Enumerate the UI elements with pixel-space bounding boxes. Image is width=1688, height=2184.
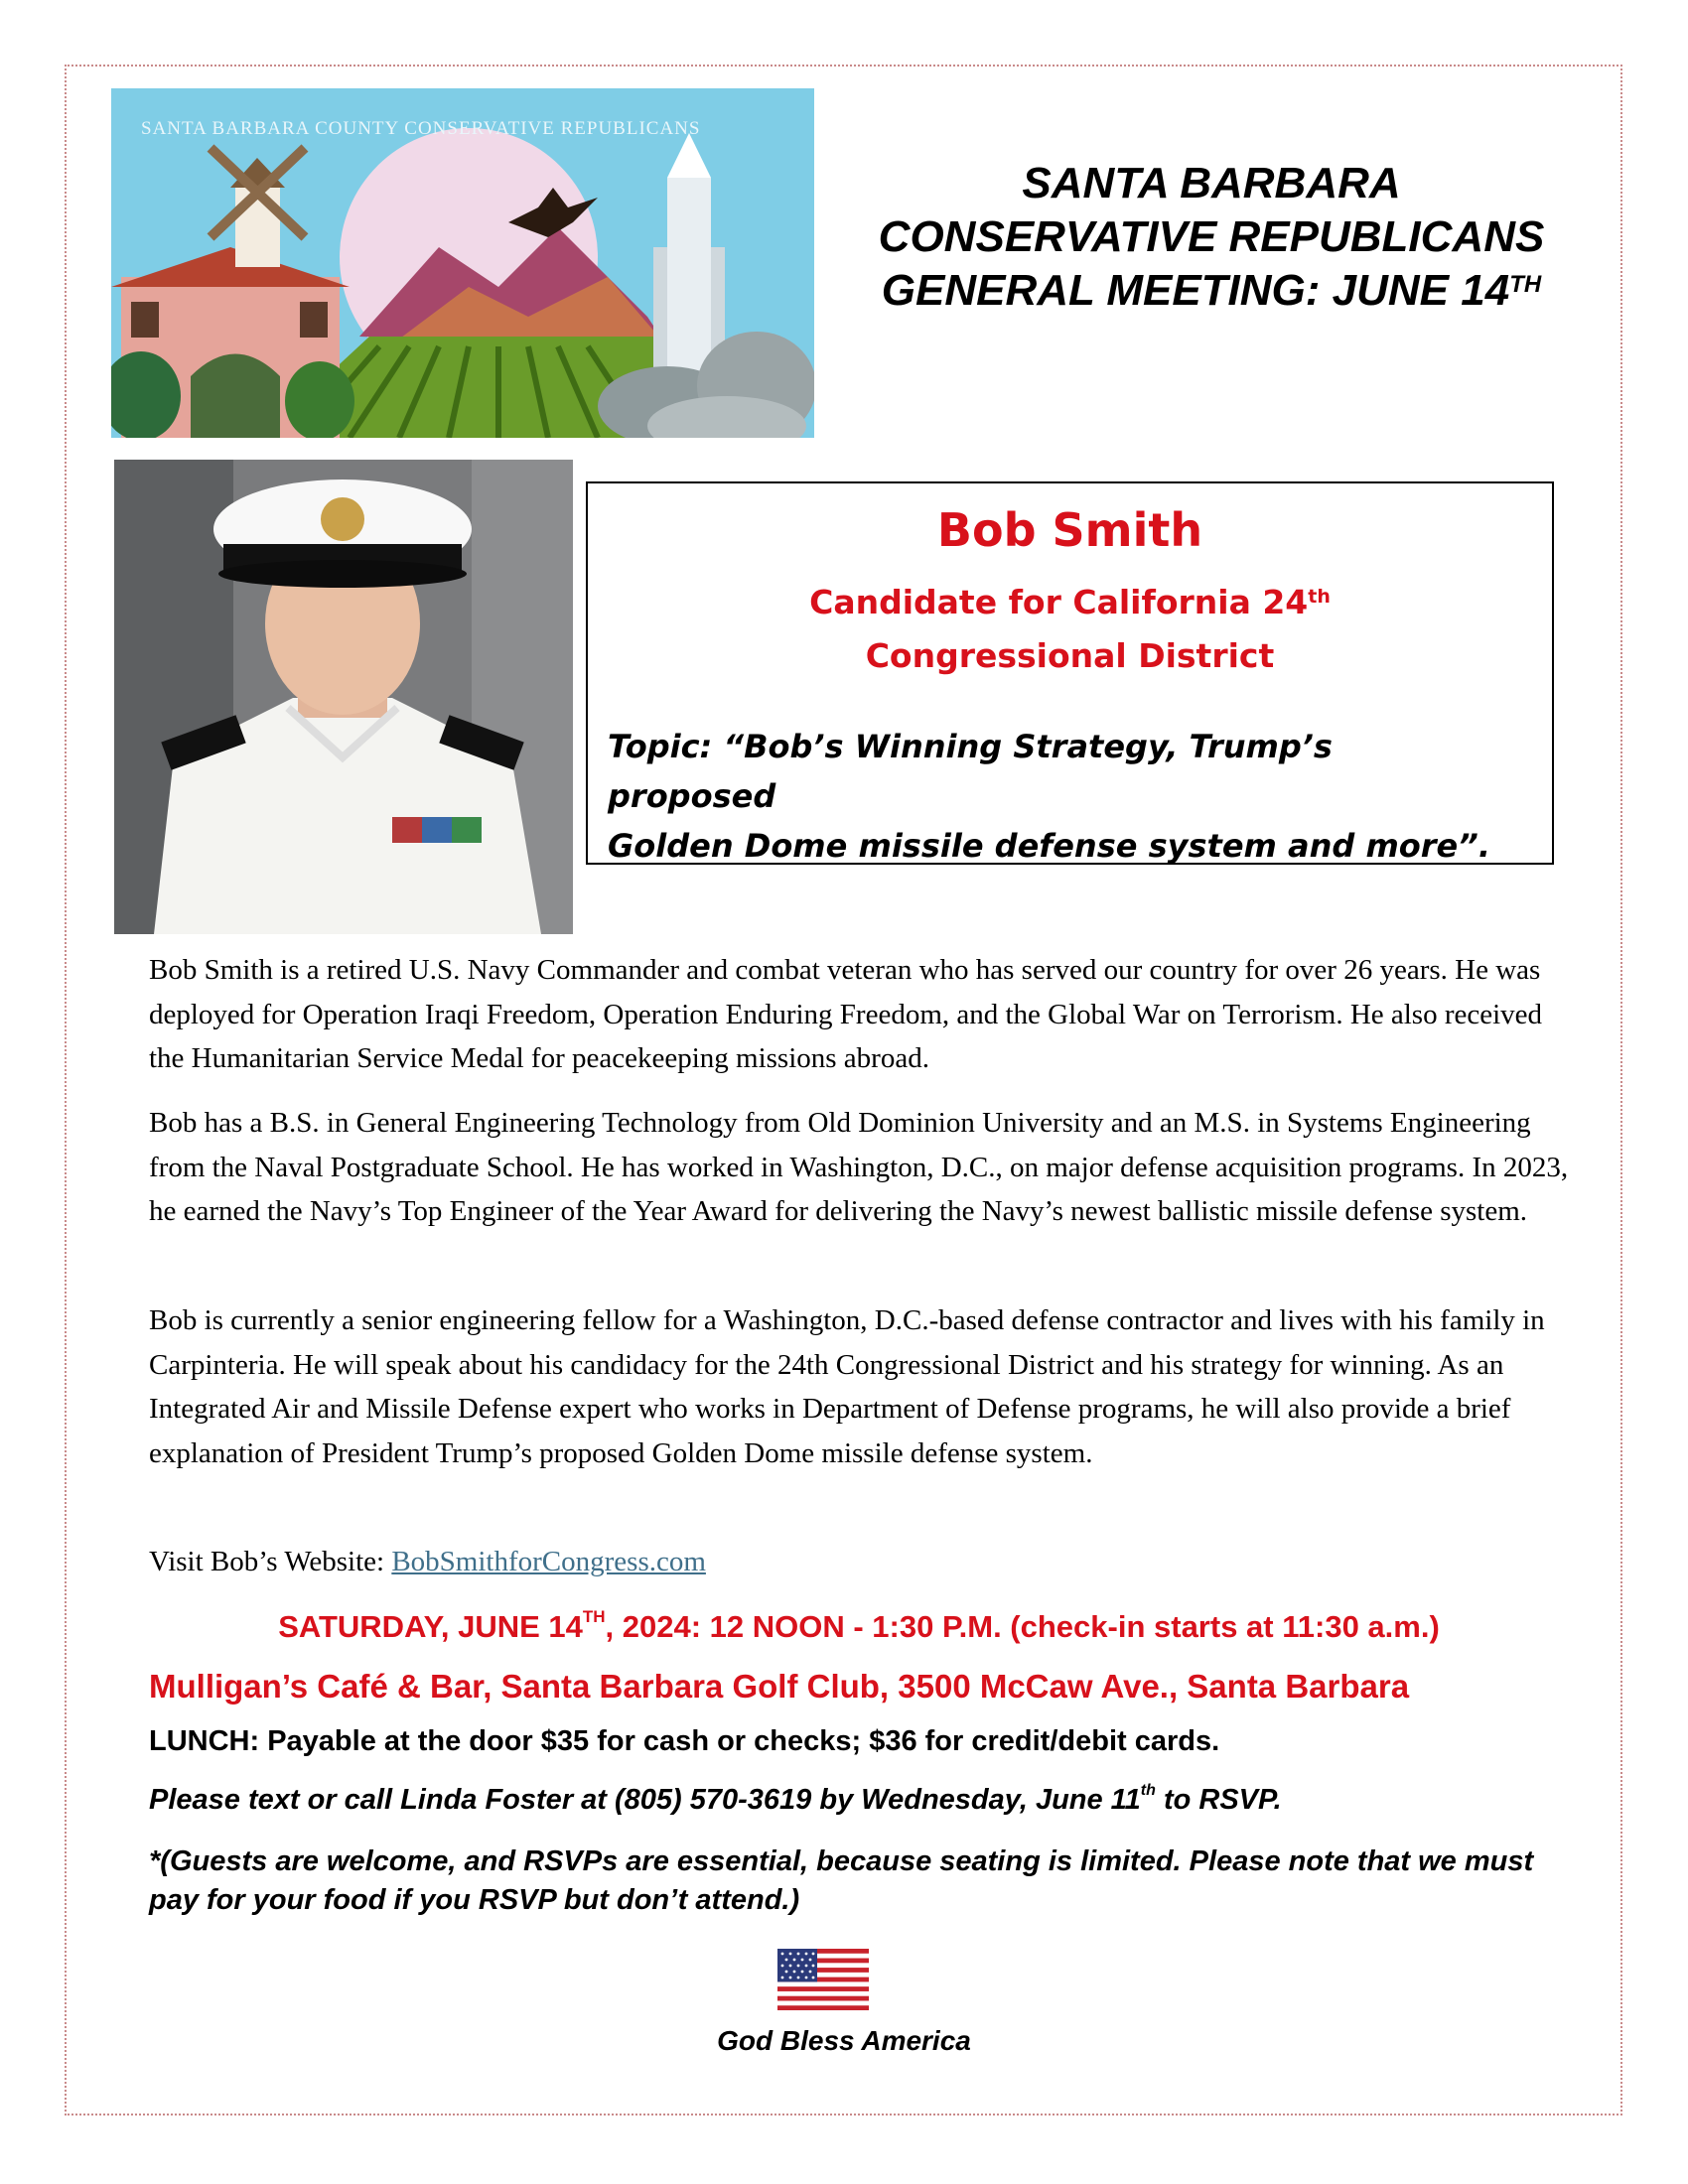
guest-note: *(Guests are welcome, and RSVPs are essential, because seating is limited. Please note that we must pay for your food if you RSVP but don’t attend.) [149, 1845, 1534, 1916]
page-title [834, 157, 1589, 318]
rsvp-info [149, 1784, 1282, 1817]
banner-illustration [111, 88, 814, 438]
candidate-subtitle-1-sup: th [1308, 586, 1331, 608]
event-date [149, 1609, 1569, 1645]
banner-text: SANTA BARBARA COUNTY CONSERVATIVE REPUBLICANS [141, 118, 701, 139]
title-line-2: CONSERVATIVE REPUBLICANS [878, 212, 1545, 261]
candidate-photo-illustration [114, 460, 573, 934]
title-line-3-text: GENERAL MEETING: JUNE 14 [881, 266, 1510, 315]
event-date-sup: TH [582, 1607, 606, 1626]
us-flag-icon [777, 1949, 869, 2010]
footer-text: God Bless America [717, 2025, 971, 2056]
rsvp-pre: Please text or call Linda Foster at (805) 570-3619 by Wednesday, June 11 [149, 1784, 1141, 1816]
candidate-subtitle [588, 576, 1552, 683]
lunch-info: LUNCH: Payable at the door $35 for cash or checks; $36 for credit/debit cards. [149, 1725, 1220, 1757]
website-link[interactable]: BobSmithforCongress.com [391, 1546, 706, 1577]
website-label: Visit Bob’s Website: [149, 1546, 392, 1577]
topic [608, 722, 1501, 871]
candidate-box [586, 481, 1554, 865]
bio-paragraph-3: Bob is currently a senior engineering fellow for a Washington, D.C.-based defense contractor and lives with his family in Carpinteria. He will speak about his candidacy for the 24th Congressional District and his strategy for winning. As an Integrated Air and Missile Defense expert who works in Department of Defense programs, he will also provide a brief explanation of President Trump’s proposed Golden Dome missile defense system. [149, 1304, 1545, 1469]
rsvp-sup: th [1140, 1782, 1156, 1799]
event-date-post: , 2024: 12 NOON - 1:30 P.M. (check-in starts at 11:30 a.m.) [605, 1609, 1440, 1644]
candidate-name: Bob Smith [936, 503, 1203, 557]
bio-paragraph-2: Bob has a B.S. in General Engineering Technology from Old Dominion University and an M.S. in Systems Engineering from the Naval Postgraduate School. He has worked in Washington, D.C., on major defense acquisition programs. In 2023, he earned the Navy’s Top Engineer of the Year Award for delivering the Navy’s newest ballistic missile defense system. [149, 1107, 1569, 1227]
candidate-subtitle-line-2: Congressional District [865, 636, 1275, 675]
banner-image [111, 88, 814, 438]
title-line-3-sup: TH [1509, 271, 1542, 298]
event-venue: Mulligan’s Café & Bar, Santa Barbara Golf Club, 3500 McCaw Ave., Santa Barbara [149, 1668, 1410, 1705]
candidate-photo [114, 460, 573, 934]
candidate-subtitle-line-1 [588, 576, 1552, 629]
title-line-3 [834, 264, 1589, 318]
event-date-pre: SATURDAY, JUNE 14 [278, 1609, 583, 1644]
topic-line-1: Topic: “Bob’s Winning Strategy, Trump’s proposed [608, 728, 1333, 815]
topic-line-2: Golden Dome missile defense system and more”. [608, 827, 1491, 865]
bio-paragraph-1: Bob Smith is a retired U.S. Navy Commander and combat veteran who has served our country for over 26 years. He was deployed for Operation Iraqi Freedom, Operation Enduring Freedom, and the Global War on Terrorism. He also received the Humanitarian Service Medal for peacekeeping missions abroad. [149, 954, 1543, 1074]
us-flag-graphic [777, 1949, 869, 2010]
website-line [149, 1540, 1579, 1584]
candidate-subtitle-1-text: Candidate for California 24 [809, 583, 1309, 621]
title-line-1: SANTA BARBARA [1022, 159, 1401, 207]
rsvp-post: to RSVP. [1155, 1784, 1282, 1816]
